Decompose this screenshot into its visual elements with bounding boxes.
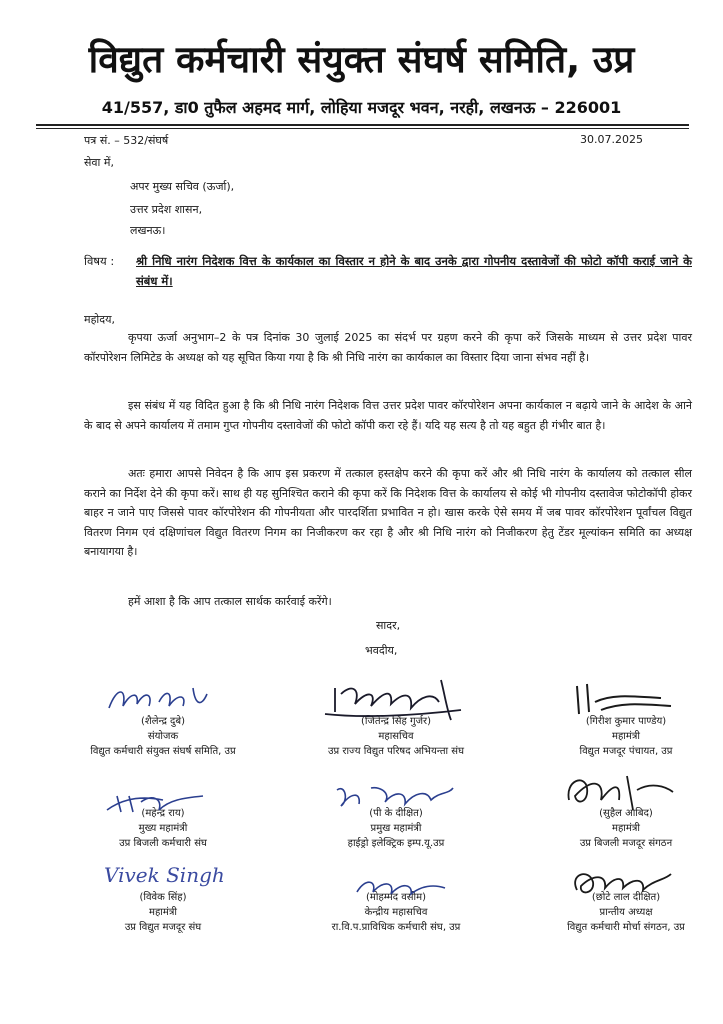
organization-address: 41/557, डा0 तुफैल अहमद मार्ग, लोहिया मजदूर भवन, नरही, लखनऊ – 226001 (101, 98, 622, 117)
handwritten-signature (103, 680, 223, 720)
signatory-organization: उप्र विद्युत मजदूर संघ (124, 922, 202, 933)
header-divider (36, 124, 689, 126)
signatory-block (281, 806, 511, 851)
signatory-name: (महेन्द्र राय) (141, 808, 185, 819)
handwritten-signature (571, 680, 681, 720)
handwritten-signature (567, 866, 677, 900)
handwritten-signature (321, 674, 471, 722)
signatory-organization: रा.वि.प.प्राविधिक कर्मचारी संघ, उप्र (331, 922, 461, 933)
header-divider-thin (36, 128, 689, 129)
signatory-block (511, 714, 723, 759)
signatory-block (511, 890, 723, 935)
signatory-organization: विद्युत कर्मचारी संयुक्त संघर्ष समिति, उप्र (90, 746, 236, 757)
letter-date: 30.07.2025 (580, 133, 643, 146)
signatory-organization: विद्युत मजदूर पंचायत, उप्र (579, 746, 673, 757)
handwritten-signature (103, 788, 223, 818)
signatory-name: (पी के दीक्षित) (369, 808, 423, 819)
signatory-role: केन्द्रीय महासचिव (364, 907, 428, 918)
signatory-organization: उप्र राज्य विद्युत परिषद अभियन्ता संघ (328, 746, 464, 757)
subject-label: विषय : (84, 254, 115, 268)
organization-name: विद्युत कर्मचारी संयुक्त संघर्ष समिति, उप्र (88, 38, 635, 81)
recipient-line: अपर मुख्य सचिव (ऊर्जा), (130, 180, 235, 193)
signatory-role: महामंत्री (612, 823, 640, 834)
signatory-role: संयोजक (147, 731, 179, 742)
signatory-block (48, 863, 278, 935)
signatory-block (48, 714, 278, 759)
signatory-block (511, 806, 723, 851)
signatory-name: (शैलेन्द्र दुबे) (141, 716, 185, 727)
salutation: महोदय, (84, 313, 115, 326)
signatory-role: प्रान्तीय अध्यक्ष (599, 907, 653, 918)
handwritten-signature (331, 780, 461, 814)
signatory-role: मुख्य महामंत्री (138, 823, 188, 834)
signatory-organization: हाईड्रो इलेक्ट्रिक इम्प.यू.उप्र (347, 838, 445, 849)
handwritten-signature (351, 872, 451, 900)
signatory-role: प्रमुख महामंत्री (370, 823, 422, 834)
signatory-name: (जितेन्द्र सिंह गुर्जर) (360, 716, 432, 727)
recipient-line: उत्तर प्रदेश शासन, (130, 203, 203, 216)
body-paragraph: इस संबंध में यह विदित हुआ है कि श्री निधि नारंग निदेशक वित्त उत्तर प्रदेश पावर कॉरपोरेशन अपना कार्यकाल न बढ़ाये जाने के आदेश के आने के बाद से अपने कार्यालय में तमाम गुप्त गोपनीय दस्तावेजों की फोटो कॉपी करा रहे हैं। यदि यह सत्य है तो यह बहुत ही गंभीर बात है। (84, 399, 692, 432)
signatory-name: (सुहैल आबिद) (599, 808, 653, 819)
body-paragraph: हमें आशा है कि आप तत्काल सार्थक कार्रवाई करेंगे। (128, 595, 332, 608)
signatory-name: (मोहम्मद वसीम) (365, 892, 427, 903)
signatory-name: (विवेक सिंह) (139, 892, 187, 903)
signatory-name: (छोटे लाल दीक्षित) (591, 892, 661, 903)
signatory-name: (गिरीश कुमार पाण्डेय) (585, 716, 667, 727)
signatory-organization: उप्र बिजली मजदूर संगठन (579, 838, 673, 849)
signatory-role: महासचिव (378, 731, 414, 742)
reference-number: पत्र सं. – 532/संघर्ष (84, 134, 169, 147)
subject-text: श्री निधि नारंग निदेशक वित्त के कार्यकाल का विस्तार न होने के बाद उनके द्वारा गोपनीय दस्तावेजों की फोटो कॉपी कराई जाने के संबंध में। (136, 254, 692, 288)
signatory-block (281, 714, 511, 759)
signatory-block (281, 890, 511, 935)
closing-regards: सादर, (376, 619, 401, 632)
signatory-organization: विद्युत कर्मचारी मोर्चा संगठन, उप्र (567, 922, 685, 933)
body-paragraph: अतः हमारा आपसे निवेदन है कि आप इस प्रकरण में तत्काल हस्तक्षेप करने की कृपा करें और श्री निधि नारंग के कार्यालय को तत्काल सील कराने का निर्देश देने की कृपा करें। साथ ही यह सुनिश्चित कराने की कृपा करें कि निदेशक वित्त के कार्यालय से कोई भी गोपनीय दस्तावेज फोटोकॉपी होकर बाहर न जाने पाए जिससे पावर कॉरपोरेशन की गोपनीयता और पारदर्शिता प्रभावित न हो। खास करके ऐसे समय में जब पावर कॉरपोरेशन पूर्वांचल विद्युत वितरण निगम एवं दक्षिणांचल विद्युत वितरण निगम का निजीकरण कर रहा है और श्री निधि नारंग को निजीकरण हेतु टेंडर मूल्यांकन समिति का अध्यक्ष बनायागया है। (84, 467, 693, 558)
handwritten-signature (561, 770, 681, 814)
recipient-line: लखनऊ। (130, 224, 166, 237)
signatory-organization: उप्र बिजली कर्मचारी संघ (119, 838, 207, 849)
body-paragraph: कृपया ऊर्जा अनुभाग–2 के पत्र दिनांक 30 जुलाई 2025 का संदर्भ पर ग्रहण करने की कृपा करें जिसके माध्यम से उत्तर प्रदेश पावर कॉरपोरेशन लिमिटेड के अध्यक्ष को यह सूचित किया गया है कि श्री निधि नारंग का कार्यकाल का विस्तार दिया जाना संभव नहीं है। (84, 331, 692, 364)
to-label: सेवा में, (84, 156, 114, 169)
signatory-role: महामंत्री (149, 907, 177, 918)
handwritten-signature: Vivek Singh (104, 863, 225, 887)
signatory-block (48, 806, 278, 851)
closing-yours: भवदीय, (365, 644, 398, 657)
signatory-role: महामंत्री (612, 731, 640, 742)
